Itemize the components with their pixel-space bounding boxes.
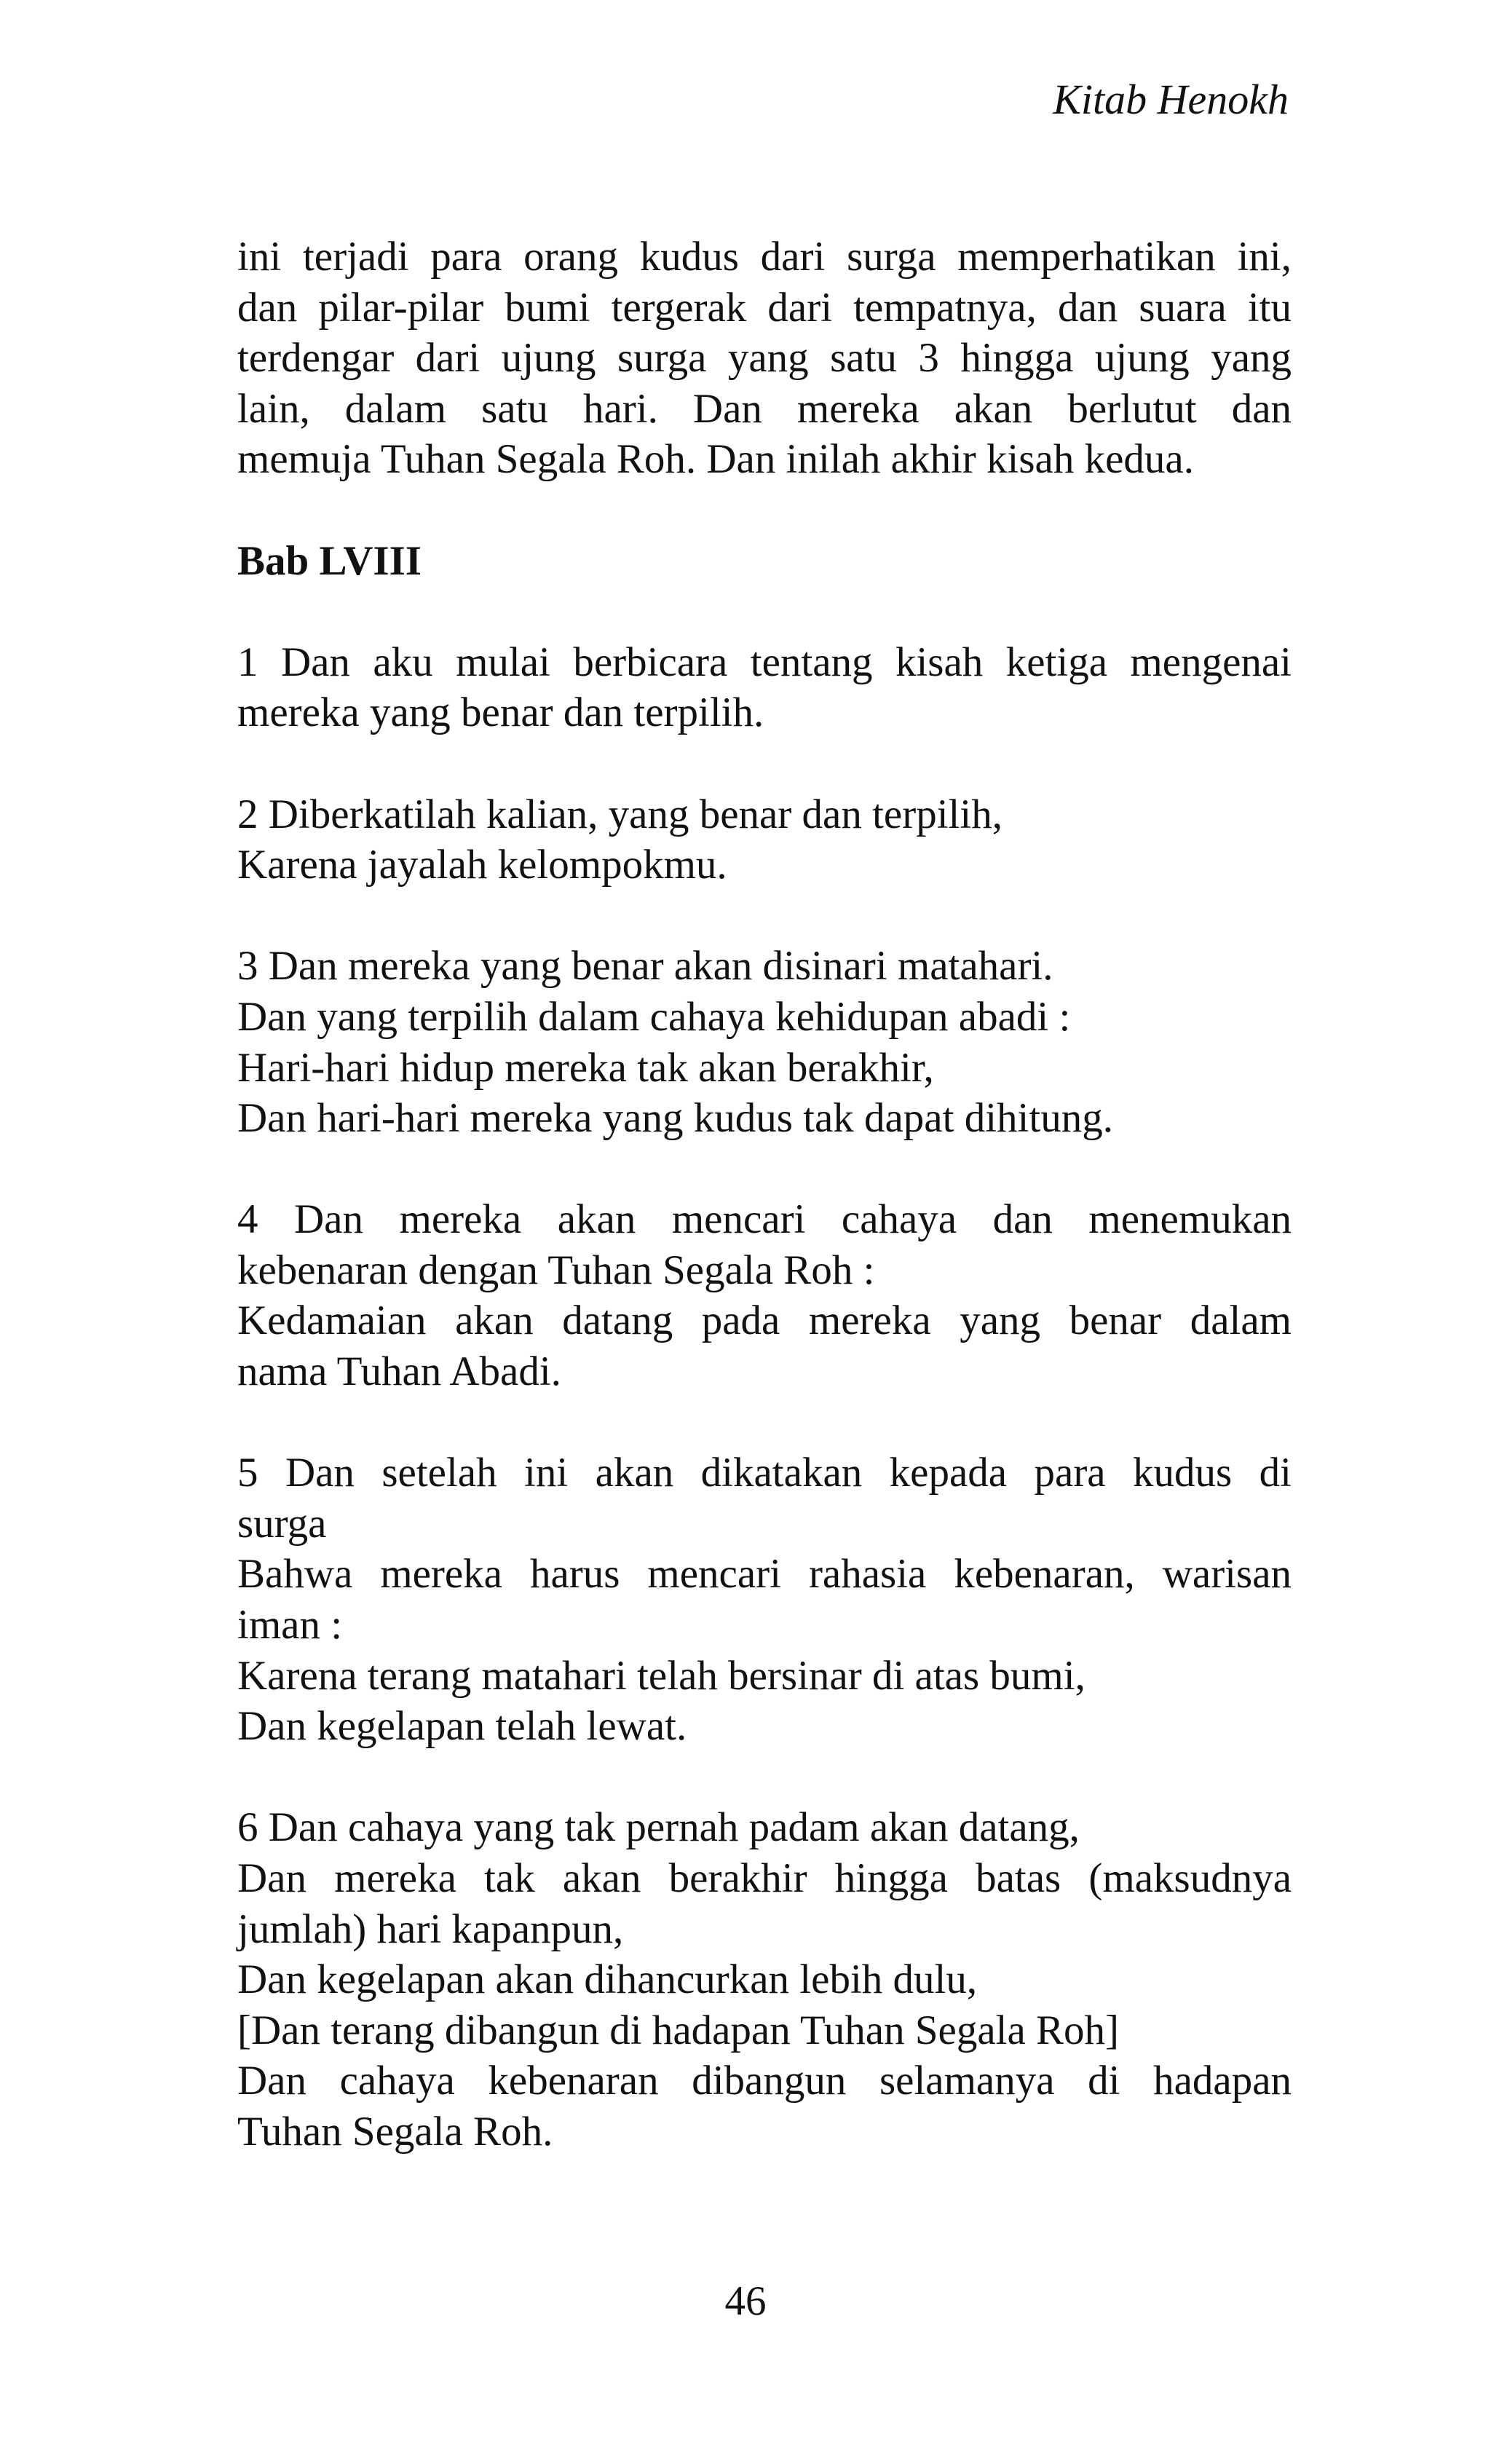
text-line: iman :	[237, 1602, 343, 1648]
text-line: Dan kegelapan akan dihancurkan lebih dulu,	[237, 1956, 978, 2003]
text-line: memuja Tuhan Segala Roh. Dan inilah akhir kisah kedua.	[237, 436, 1194, 483]
text-line: 1 Dan aku mulai berbicara tentang kisah ketiga mengenai	[237, 639, 1292, 685]
text-line: [Dan terang dibangun di hadapan Tuhan Segala Roh]	[237, 2007, 1119, 2053]
text-line: Bahwa mereka harus mencari rahasia kebenaran, warisan	[237, 1551, 1292, 1598]
text-line: jumlah) hari kapanpun,	[237, 1906, 624, 1952]
verse-6	[237, 1802, 1292, 2157]
text-line: mereka yang benar dan terpilih.	[237, 690, 764, 736]
text-line: Dan cahaya kebenaran dibangun selamanya di hadapan	[237, 2058, 1292, 2104]
text-line: Dan mereka tak akan berakhir hingga batas (maksudnya	[237, 1855, 1292, 1901]
text-line: 3 Dan mereka yang benar akan disinari matahari.	[237, 943, 1053, 990]
text-line: Karena jayalah kelompokmu.	[237, 842, 727, 888]
verse-3	[237, 941, 1292, 1143]
verse-4	[237, 1194, 1292, 1397]
verse-1	[237, 637, 1292, 738]
intro-paragraph	[237, 232, 1292, 485]
text-line: 6 Dan cahaya yang tak pernah padam akan datang,	[237, 1804, 1080, 1851]
text-line: Dan hari-hari mereka yang kudus tak dapat dihitung.	[237, 1095, 1113, 1142]
text-line: surga	[237, 1500, 327, 1547]
text-line: Dan yang terpilih dalam cahaya kehidupan abadi :	[237, 993, 1071, 1040]
text-line: Dan kegelapan telah lewat.	[237, 1703, 687, 1750]
text-line: kebenaran dengan Tuhan Segala Roh :	[237, 1247, 875, 1293]
text-line: Hari-hari hidup mereka tak akan berakhir,	[237, 1044, 934, 1091]
chapter-heading: Bab LVIII	[237, 537, 422, 584]
text-line: Tuhan Segala Roh.	[237, 2108, 553, 2155]
text-line: nama Tuhan Abadi.	[237, 1349, 561, 1395]
verse-5	[237, 1448, 1292, 1752]
page-number: 46	[724, 2278, 767, 2324]
text-line: 5 Dan setelah ini akan dikatakan kepada para kudus di	[237, 1450, 1292, 1496]
text-line: dan pilar-pilar bumi tergerak dari tempatnya, dan suara itu	[237, 284, 1292, 331]
text-line: 2 Diberkatilah kalian, yang benar dan terpilih,	[237, 791, 1002, 837]
text-line: 4 Dan mereka akan mencari cahaya dan menemukan	[237, 1196, 1292, 1243]
running-header: Kitab Henokh	[1053, 76, 1289, 123]
text-line: terdengar dari ujung surga yang satu 3 hingga ujung yang	[237, 335, 1292, 382]
text-line: Karena terang matahari telah bersinar di atas bumi,	[237, 1652, 1085, 1699]
text-line: lain, dalam satu hari. Dan mereka akan berlutut dan	[237, 385, 1292, 432]
page-body	[237, 232, 1292, 2157]
text-line: ini terjadi para orang kudus dari surga memperhatikan ini,	[237, 234, 1292, 280]
text-line: Kedamaian akan datang pada mereka yang benar dalam	[237, 1298, 1292, 1344]
verse-2	[237, 789, 1292, 891]
